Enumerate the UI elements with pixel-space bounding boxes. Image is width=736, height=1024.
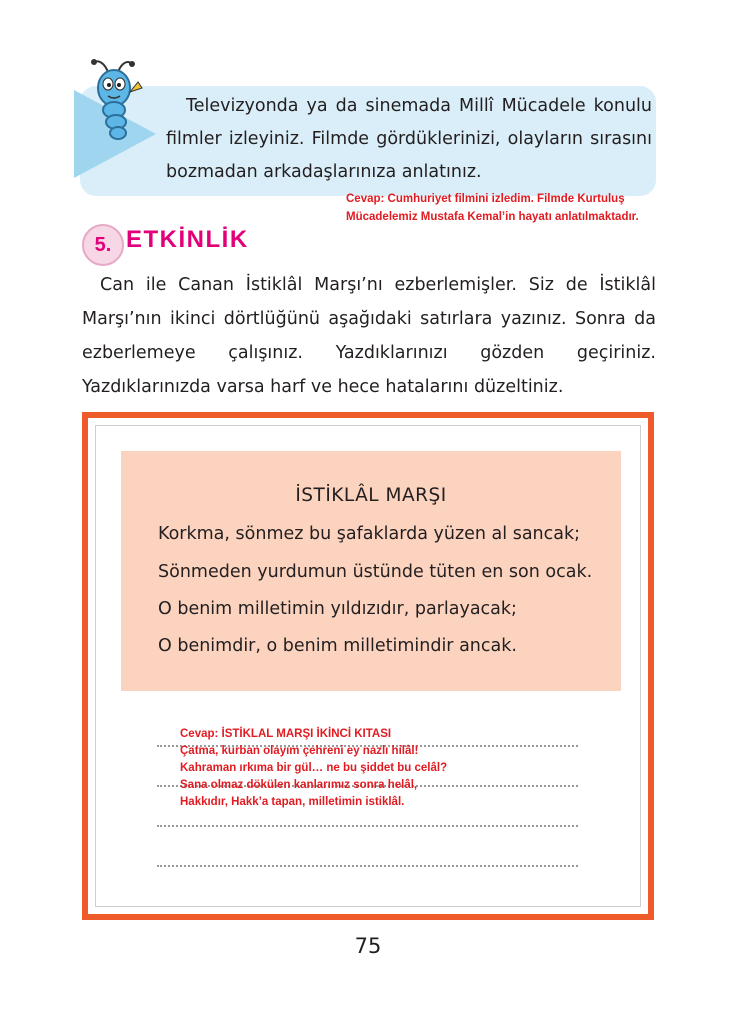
tip-instruction-text: Televizyonda ya da sinemada Millî Mücadele konulu filmler izleyiniz. Filmde gördüklerinizi, olayların sırasını bozmadan arkadaşlarınıza anlatınız. (166, 96, 652, 182)
poem-line: O benimdir, o benim milletimindir ancak. (158, 636, 517, 656)
page-number: 75 (354, 934, 382, 958)
activity-title: ETKİNLİK (126, 226, 249, 253)
bug-mascot-icon (84, 58, 148, 142)
poem-line: O benim milletimin yıldızıdır, parlayacak; (158, 599, 517, 619)
tip-answer-text: Cevap: Cumhuriyet filmini izledim. Filmde Kurtuluş Mücadelemiz Mustafa Kemal’in hayatı anlatılmaktadır. (346, 193, 639, 223)
poem-answer (180, 726, 600, 811)
poem-answer-line: Hakkıdır, Hakk’a tapan, milletimin istiklâl. (180, 796, 405, 808)
poem-line: Korkma, sönmez bu şafaklarda yüzen al sancak; (158, 524, 581, 544)
poem-answer-line: Çatma, kurban olayım çehreni ey nazlı hilâl! (180, 745, 419, 757)
poem-line: Sönmeden yurdumun üstünde tüten en son ocak. (158, 562, 593, 582)
writing-line (157, 825, 578, 827)
writing-line (157, 865, 578, 867)
poem-title: İSTİKLÂL MARŞI (295, 485, 447, 506)
activity-instruction-text: Can ile Canan İstiklâl Marşı’nı ezberlemişler. Siz de İstiklâl Marşı’nın ikinci dörtlüğünü aşağıdaki satırlara yazınız. Sonra da ezberlemeye çalışınız. Yazdıklarınızı gözden geçiriniz. Yazdıklarınızda varsa harf ve hece hatalarını düzeltiniz. (82, 275, 656, 397)
activity-number-badge: 5. (82, 224, 124, 266)
poem-answer-line: Cevap: İSTİKLAL MARŞI İKİNCİ KITASI (180, 728, 392, 740)
poem-box (121, 451, 621, 691)
poem-answer-line: Sana olmaz dökülen kanlarımız sonra helâl, (180, 779, 418, 791)
poem-answer-line: Kahraman ırkıma bir gül… ne bu şiddet bu celâl? (180, 762, 448, 774)
